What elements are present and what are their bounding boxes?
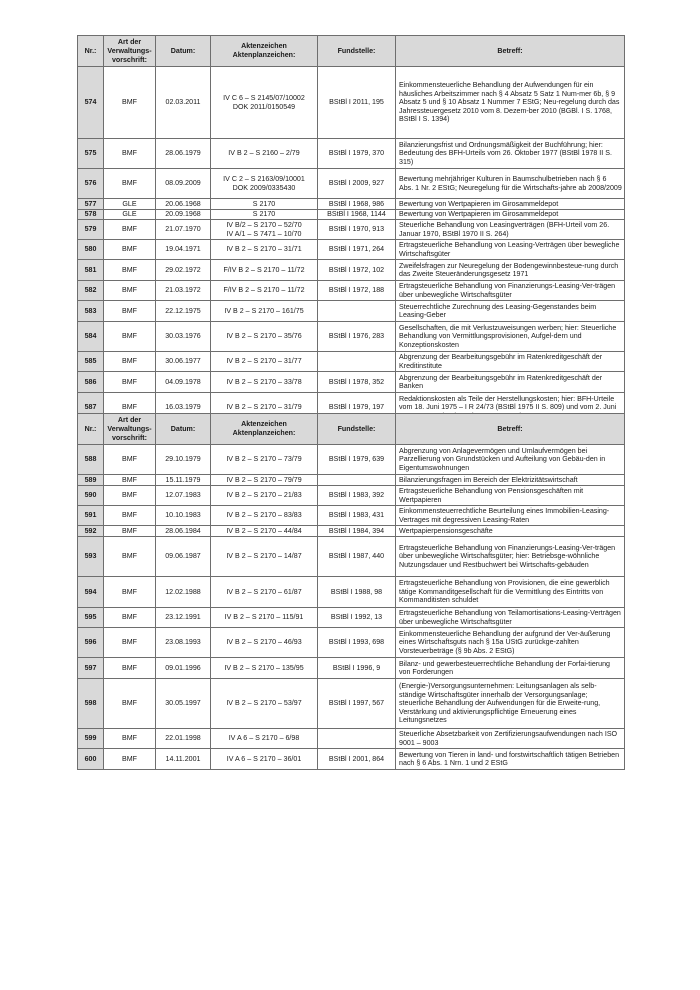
row-type: BMF — [104, 139, 156, 169]
row-number: 578 — [78, 210, 104, 220]
row-file-reference: IV C 6 – S 2145/07/10002 DOK 2011/0150549 — [211, 67, 318, 139]
row-date: 14.11.2001 — [156, 749, 211, 770]
row-subject: Ertragsteuerliche Behandlung von Finanzierungs-Leasing-Ver-trägen über unbewegliche Wirtschaftsgüter; hier: Betriebsge-wöhnliche Nutzungsdauer und Restbuchwert bei Wirtschafts-gebäuden — [396, 537, 625, 577]
row-subject: Einkommensteuerliche Behandlung der Aufwendungen für ein häusliches Arbeitszimmer nach § 4 Absatz 5 Satz 1 Num-mer 6b, § 9 Absatz 5 und § 10 Absatz 1 Nummer 7 EStG; Neu-regelung durch das Jahressteuergesetz 2010 vom 8. Dezem-ber 2010 (BGBl. I S. 1768, BStBl I S. 1394) — [396, 67, 625, 139]
row-source: BStBl I 1983, 392 — [318, 486, 396, 506]
row-subject: Steuerliche Behandlung von Leasingverträgen (BFH-Urteil vom 26. Januar 1970, BStBl 1970 II S. 264) — [396, 220, 625, 240]
header-fundstelle: Fundstelle: — [318, 414, 396, 445]
table-row — [78, 679, 625, 729]
row-source — [318, 475, 396, 486]
row-number: 600 — [78, 749, 104, 770]
row-subject: Gesellschaften, die mit Verlustzuweisungen werben; hier: Steuerliche Behandlung von Vermittlungsprovisionen, Aufgel-dern und Konzeptionskosten — [396, 322, 625, 352]
header-aktenzeichen: Aktenzeichen Aktenplanzeichen: — [211, 36, 318, 67]
row-number: 587 — [78, 393, 104, 423]
header-art: Art der Verwaltungs-vorschrift: — [104, 414, 156, 445]
row-date: 30.03.1976 — [156, 322, 211, 352]
row-number: 580 — [78, 240, 104, 260]
row-type: BMF — [104, 372, 156, 393]
row-number: 588 — [78, 445, 104, 475]
row-subject: Ertragsteuerliche Behandlung von Teilamortisations-Leasing-Verträgen über unbewegliche Wirtschaftsgüter — [396, 608, 625, 628]
row-file-reference: IV B 2 – S 2170 – 44/84 — [211, 526, 318, 537]
table-row — [78, 301, 625, 322]
row-date: 29.02.1972 — [156, 260, 211, 281]
table-body-1 — [78, 67, 625, 423]
row-subject: Abgrenzung von Anlagevermögen und Umlaufvermögen bei Parzellierung von Grundstücken und Aufteilung von Gebäu-den in Eigentumswohnungen — [396, 445, 625, 475]
row-number: 594 — [78, 577, 104, 608]
row-source — [318, 301, 396, 322]
row-source: BStBl I 2009, 927 — [318, 169, 396, 199]
table-row — [78, 658, 625, 679]
row-file-reference: IV B 2 – S 2170 – 31/79 — [211, 393, 318, 423]
row-number: 586 — [78, 372, 104, 393]
row-date: 20.09.1968 — [156, 210, 211, 220]
table-row — [78, 281, 625, 301]
table-row — [78, 169, 625, 199]
table-row — [78, 577, 625, 608]
row-source: BStBl I 1993, 698 — [318, 628, 396, 658]
row-number: 599 — [78, 729, 104, 749]
row-date: 30.06.1977 — [156, 352, 211, 372]
table-row — [78, 608, 625, 628]
row-file-reference: IV B 2 – S 2170 – 83/83 — [211, 506, 318, 526]
row-source: BStBl I 2001, 864 — [318, 749, 396, 770]
row-type: GLE — [104, 210, 156, 220]
row-date: 30.05.1997 — [156, 679, 211, 729]
row-file-reference: IV B 2 – S 2170 – 14/87 — [211, 537, 318, 577]
row-number: 583 — [78, 301, 104, 322]
row-number: 592 — [78, 526, 104, 537]
row-type: BMF — [104, 67, 156, 139]
row-subject: Ertragsteuerliche Behandlung von Pensionsgeschäften mit Wertpapieren — [396, 486, 625, 506]
row-file-reference: IV B 2 – S 2170 – 46/93 — [211, 628, 318, 658]
row-date: 23.08.1993 — [156, 628, 211, 658]
table-row — [78, 749, 625, 770]
table-row — [78, 67, 625, 139]
row-type: BMF — [104, 301, 156, 322]
row-number: 576 — [78, 169, 104, 199]
table-row — [78, 537, 625, 577]
row-file-reference: F/IV B 2 – S 2170 – 11/72 — [211, 281, 318, 301]
row-source: BStBl I 1972, 188 — [318, 281, 396, 301]
row-date: 15.11.1979 — [156, 475, 211, 486]
row-number: 582 — [78, 281, 104, 301]
row-date: 10.10.1983 — [156, 506, 211, 526]
row-source — [318, 729, 396, 749]
table-row — [78, 322, 625, 352]
row-source: BStBl I 1997, 567 — [318, 679, 396, 729]
row-subject: Bilanz- und gewerbesteuerrechtliche Behandlung der Forfai-tierung von Forderungen — [396, 658, 625, 679]
row-date: 21.07.1970 — [156, 220, 211, 240]
row-source: BStBl I 1979, 197 — [318, 393, 396, 423]
table-row — [78, 486, 625, 506]
row-file-reference: IV C 2 – S 2163/09/10001 DOK 2009/0335430 — [211, 169, 318, 199]
row-date: 08.09.2009 — [156, 169, 211, 199]
row-source: BStBl I 1971, 264 — [318, 240, 396, 260]
row-source: BStBl I 1968, 986 — [318, 199, 396, 210]
row-source: BStBl I 1970, 913 — [318, 220, 396, 240]
row-type: BMF — [104, 220, 156, 240]
header-datum: Datum: — [156, 36, 211, 67]
row-file-reference: IV B 2 – S 2170 – 61/87 — [211, 577, 318, 608]
row-file-reference: IV B 2 – S 2170 – 35/76 — [211, 322, 318, 352]
table-row — [78, 506, 625, 526]
regulations-table-1 — [77, 35, 625, 423]
row-file-reference: S 2170 — [211, 210, 318, 220]
row-subject: Ertragsteuerliche Behandlung von Provisionen, die eine gewerblich tätige Kommanditgesellschaft für die Vermittlung des Eintritts von Kommanditisten schuldet — [396, 577, 625, 608]
row-number: 579 — [78, 220, 104, 240]
table-row — [78, 526, 625, 537]
row-number: 591 — [78, 506, 104, 526]
row-file-reference: S 2170 — [211, 199, 318, 210]
header-datum: Datum: — [156, 414, 211, 445]
row-subject: Bewertung von Wertpapieren im Girosammeldepot — [396, 199, 625, 210]
row-file-reference: IV B 2 – S 2160 – 2/79 — [211, 139, 318, 169]
row-subject: Steuerliche Absetzbarkeit von Zertifizierungsaufwendungen nach ISO 9001 – 9003 — [396, 729, 625, 749]
row-file-reference: IV B 2 – S 2170 – 21/83 — [211, 486, 318, 506]
row-type: BMF — [104, 679, 156, 729]
row-date: 04.09.1978 — [156, 372, 211, 393]
row-date: 21.03.1972 — [156, 281, 211, 301]
row-type: BMF — [104, 352, 156, 372]
table-row — [78, 210, 625, 220]
row-type: GLE — [104, 199, 156, 210]
row-source: BStBl I 1996, 9 — [318, 658, 396, 679]
row-date: 02.03.2011 — [156, 67, 211, 139]
table-body-2 — [78, 445, 625, 770]
row-date: 12.02.1988 — [156, 577, 211, 608]
row-file-reference: IV B 2 – S 2170 – 31/77 — [211, 352, 318, 372]
row-file-reference: IV B 2 – S 2170 – 161/75 — [211, 301, 318, 322]
row-number: 585 — [78, 352, 104, 372]
table-header-row — [78, 36, 625, 67]
row-source: BStBl I 1992, 13 — [318, 608, 396, 628]
row-date: 22.12.1975 — [156, 301, 211, 322]
row-number: 596 — [78, 628, 104, 658]
row-number: 575 — [78, 139, 104, 169]
row-type: BMF — [104, 749, 156, 770]
row-date: 22.01.1998 — [156, 729, 211, 749]
row-subject: Redaktionskosten als Teile der Herstellungskosten; hier: BFH-Urteile vom 18. Juni 1975 – I R 24/73 (BStBl 1975 II S. 809) und vom 2. Juni — [396, 393, 625, 423]
header-nr: Nr.: — [78, 414, 104, 445]
table-row — [78, 628, 625, 658]
regulations-table-2 — [77, 413, 625, 770]
row-source: BStBl I 1978, 352 — [318, 372, 396, 393]
table-header-row — [78, 414, 625, 445]
row-file-reference: IV B 2 – S 2170 – 53/97 — [211, 679, 318, 729]
row-type: BMF — [104, 577, 156, 608]
table-row — [78, 240, 625, 260]
header-art: Art der Verwaltungs-vorschrift: — [104, 36, 156, 67]
row-type: BMF — [104, 628, 156, 658]
table-row — [78, 372, 625, 393]
row-number: 590 — [78, 486, 104, 506]
row-subject: Bewertung von Tieren in land- und forstwirtschaftlich tätigen Betrieben nach § 6 Abs. 1 Nrn. 1 und 2 EStG — [396, 749, 625, 770]
row-type: BMF — [104, 281, 156, 301]
row-type: BMF — [104, 475, 156, 486]
row-type: BMF — [104, 169, 156, 199]
row-source: BStBl I 1983, 431 — [318, 506, 396, 526]
row-number: 574 — [78, 67, 104, 139]
row-file-reference: IV B 2 – S 2170 – 115/91 — [211, 608, 318, 628]
row-number: 593 — [78, 537, 104, 577]
row-date: 29.10.1979 — [156, 445, 211, 475]
table-row — [78, 475, 625, 486]
row-number: 584 — [78, 322, 104, 352]
header-betreff: Betreff: — [396, 36, 625, 67]
row-subject: Einkommensteuerrechtliche Beurteilung eines Immobilien-Leasing-Vertrages mit degressiven Leasing-Raten — [396, 506, 625, 526]
row-source: BStBl I 1979, 370 — [318, 139, 396, 169]
row-subject: Abgrenzung der Bearbeitungsgebühr im Ratenkreditgeschäft der Kreditinstitute — [396, 352, 625, 372]
row-date: 16.03.1979 — [156, 393, 211, 423]
row-subject: Bewertung mehrjähriger Kulturen in Baumschulbetrieben nach § 6 Abs. 1 Nr. 2 EStG; Neuregelung für die Wirtschafts-jahre ab 2008/2009 — [396, 169, 625, 199]
row-file-reference: IV B 2 – S 2170 – 31/71 — [211, 240, 318, 260]
row-subject: (Energie-)Versorgungsunternehmen: Leitungsanlagen als selb-ständige Wirtschaftsgüter innerhalb der Versorgungsanlage; steuerliche Behandlung der Aufwendungen für die Erweite-rung, Verstärkung und aktivierungspflichtige Erneuerung eines Leitungsnetzes — [396, 679, 625, 729]
row-file-reference: IV B 2 – S 2170 – 135/95 — [211, 658, 318, 679]
row-number: 598 — [78, 679, 104, 729]
row-date: 28.06.1984 — [156, 526, 211, 537]
table-row — [78, 220, 625, 240]
row-date: 28.06.1979 — [156, 139, 211, 169]
row-file-reference: IV B/2 – S 2170 – 52/70 IV A/1 – S 7471 – 10/70 — [211, 220, 318, 240]
row-subject: Bilanzierungsfrist und Ordnungsmäßigkeit der Buchführung; hier: Bedeutung des BFH-Urteils vom 26. Oktober 1977 (BStBl 1978 II S. 315) — [396, 139, 625, 169]
row-file-reference: IV A 6 – S 2170 – 6/98 — [211, 729, 318, 749]
row-type: BMF — [104, 537, 156, 577]
row-type: BMF — [104, 608, 156, 628]
row-number: 589 — [78, 475, 104, 486]
row-subject: Abgrenzung der Bearbeitungsgebühr im Ratenkreditgeschäft der Banken — [396, 372, 625, 393]
row-subject: Bewertung von Wertpapieren im Girosammeldepot — [396, 210, 625, 220]
row-subject: Ertragsteuerliche Behandlung von Leasing-Verträgen über bewegliche Wirtschaftsgüter — [396, 240, 625, 260]
row-source: BStBl I 1972, 102 — [318, 260, 396, 281]
row-source: BStBl I 2011, 195 — [318, 67, 396, 139]
row-date: 09.01.1996 — [156, 658, 211, 679]
row-subject: Wertpapierpensionsgeschäfte — [396, 526, 625, 537]
row-source: BStBl I 1979, 639 — [318, 445, 396, 475]
row-date: 12.07.1983 — [156, 486, 211, 506]
row-source: BStBl I 1968, 1144 — [318, 210, 396, 220]
table-row — [78, 729, 625, 749]
row-file-reference: IV B 2 – S 2170 – 73/79 — [211, 445, 318, 475]
row-source: BStBl I 1984, 394 — [318, 526, 396, 537]
table-row — [78, 445, 625, 475]
row-subject: Einkommensteuerliche Behandlung der aufgrund der Ver-äußerung eines Wirtschaftsguts nach § 15a UStG zurückge-zahlten Vorsteuerbeträge (§ 9b Abs. 2 EStG) — [396, 628, 625, 658]
row-type: BMF — [104, 729, 156, 749]
row-type: BMF — [104, 506, 156, 526]
row-source: BStBl I 1988, 98 — [318, 577, 396, 608]
row-source: BStBl I 1976, 283 — [318, 322, 396, 352]
row-date: 09.06.1987 — [156, 537, 211, 577]
row-type: BMF — [104, 486, 156, 506]
row-date: 23.12.1991 — [156, 608, 211, 628]
row-file-reference: IV A 6 – S 2170 – 36/01 — [211, 749, 318, 770]
row-subject: Zweifelsfragen zur Neuregelung der Bodengewinnbesteue-rung durch das Zweite Steueränderungsgesetz 1971 — [396, 260, 625, 281]
header-nr: Nr.: — [78, 36, 104, 67]
table-row — [78, 260, 625, 281]
row-subject: Ertragsteuerliche Behandlung von Finanzierungs-Leasing-Ver-trägen über unbewegliche Wirtschaftsgüter — [396, 281, 625, 301]
row-number: 595 — [78, 608, 104, 628]
row-source: BStBl I 1987, 440 — [318, 537, 396, 577]
row-type: BMF — [104, 240, 156, 260]
header-betreff: Betreff: — [396, 414, 625, 445]
row-number: 597 — [78, 658, 104, 679]
table-row — [78, 139, 625, 169]
row-type: BMF — [104, 445, 156, 475]
row-file-reference: F/IV B 2 – S 2170 – 11/72 — [211, 260, 318, 281]
row-date: 20.06.1968 — [156, 199, 211, 210]
row-type: BMF — [104, 260, 156, 281]
row-number: 577 — [78, 199, 104, 210]
row-type: BMF — [104, 322, 156, 352]
row-type: BMF — [104, 393, 156, 423]
row-source — [318, 352, 396, 372]
row-subject: Bilanzierungsfragen im Bereich der Elektrizitätswirtschaft — [396, 475, 625, 486]
row-type: BMF — [104, 526, 156, 537]
row-file-reference: IV B 2 – S 2170 – 33/78 — [211, 372, 318, 393]
table-row — [78, 352, 625, 372]
row-subject: Steuerrechtliche Zurechnung des Leasing-Gegenstandes beim Leasing-Geber — [396, 301, 625, 322]
header-aktenzeichen: Aktenzeichen Aktenplanzeichen: — [211, 414, 318, 445]
table-row — [78, 199, 625, 210]
row-date: 19.04.1971 — [156, 240, 211, 260]
row-type: BMF — [104, 658, 156, 679]
row-file-reference: IV B 2 – S 2170 – 79/79 — [211, 475, 318, 486]
row-number: 581 — [78, 260, 104, 281]
header-fundstelle: Fundstelle: — [318, 36, 396, 67]
